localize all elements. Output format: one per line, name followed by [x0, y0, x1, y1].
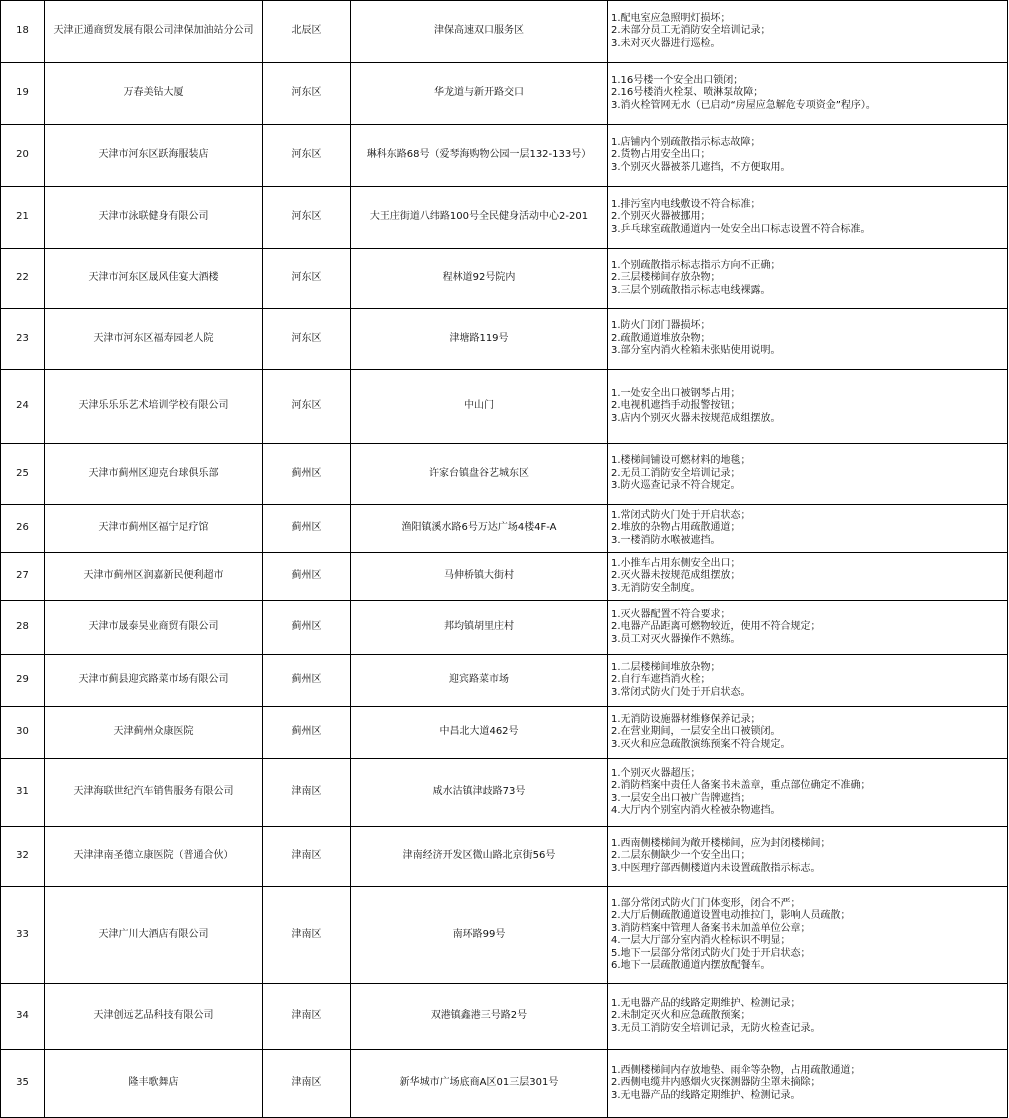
unit-name-cell: 天津市河东区跃海服装店 [45, 125, 263, 187]
address-cell: 华龙道与新开路交口 [351, 63, 608, 125]
issue-item: 1.配电室应急照明灯损坏； [611, 12, 731, 24]
address-cell: 新华城市广场底商A区01三层301号 [351, 1050, 608, 1118]
issue-item: 3.防火巡查记录不符合规定。 [611, 480, 741, 492]
district-cell: 津南区 [263, 1050, 351, 1118]
table-row [1, 553, 1008, 601]
address-cell: 邦均镇胡里庄村 [351, 601, 608, 655]
address-cell: 中昌北大道462号 [351, 707, 608, 759]
unit-name-cell: 天津乐乐乐艺术培训学校有限公司 [45, 370, 263, 444]
issues-cell [608, 1050, 1008, 1118]
row-number-cell: 29 [1, 655, 45, 707]
issue-item: 1.常闭式防火门处于开启状态； [611, 509, 751, 521]
district-cell: 蓟州区 [263, 707, 351, 759]
issue-item: 2.在营业期间，一层安全出口被锁闭。 [611, 726, 781, 738]
issues-cell [608, 1, 1008, 63]
row-number-cell: 34 [1, 984, 45, 1050]
district-cell: 北辰区 [263, 1, 351, 63]
unit-name-cell: 天津市蓟州区福宁足疗馆 [45, 505, 263, 553]
issue-item: 3.灭火和应急疏散演练预案不符合规定。 [611, 738, 791, 750]
unit-name-cell: 天津市蓟县迎宾路菜市场有限公司 [45, 655, 263, 707]
issue-item: 2.货物占用安全出口； [611, 149, 711, 161]
district-cell: 津南区 [263, 887, 351, 984]
issue-item: 3.消防档案中管理人备案书未加盖单位公章； [611, 922, 811, 934]
row-number-cell: 22 [1, 249, 45, 309]
unit-name-cell: 天津蓟州众康医院 [45, 707, 263, 759]
issue-item: 2.未部分员工无消防安全培训记录； [611, 25, 771, 37]
table-row [1, 1, 1008, 63]
district-cell: 津南区 [263, 827, 351, 887]
issues-cell [608, 187, 1008, 249]
row-number-cell: 18 [1, 1, 45, 63]
issue-item: 3.无员工消防安全培训记录，无防火检查记录。 [611, 1022, 821, 1034]
issues-cell [608, 827, 1008, 887]
district-cell: 蓟州区 [263, 505, 351, 553]
issue-item: 2.灭火器未按规范成组摆放； [611, 570, 741, 582]
district-cell: 河东区 [263, 125, 351, 187]
row-number-cell: 23 [1, 309, 45, 370]
issue-item: 2.二层东侧缺少一个安全出口； [611, 850, 751, 862]
issue-item: 2.消防档案中责任人备案书未盖章，重点部位确定不准确； [611, 780, 871, 791]
issue-item: 3.中医理疗部西侧楼道内未设置疏散指示标志。 [611, 862, 821, 874]
issue-item: 1.二层楼梯间堆放杂物； [611, 661, 721, 673]
row-number-cell: 21 [1, 187, 45, 249]
issues-cell [608, 759, 1008, 827]
issue-item: 1.防火门闭门器损坏； [611, 320, 711, 332]
district-cell: 河东区 [263, 63, 351, 125]
issues-cell [608, 444, 1008, 505]
table-row [1, 1050, 1008, 1118]
issue-item: 1.楼梯间铺设可燃材料的地毯； [611, 455, 751, 467]
address-cell: 津南经济开发区微山路北京街56号 [351, 827, 608, 887]
address-cell: 津塘路119号 [351, 309, 608, 370]
row-number-cell: 25 [1, 444, 45, 505]
district-cell: 蓟州区 [263, 553, 351, 601]
issue-item: 2.未制定灭火和应急疏散预案； [611, 1010, 751, 1022]
table-row [1, 187, 1008, 249]
issue-item: 2.电视机遮挡手动报警按钮； [611, 400, 741, 412]
issue-item: 1.个别灭火器超压； [611, 767, 701, 779]
issue-item: 1.西侧楼梯间内存放地垫、雨伞等杂物，占用疏散通道； [611, 1064, 861, 1076]
address-cell: 双港镇鑫港三号路2号 [351, 984, 608, 1050]
address-cell: 马伸桥镇大街村 [351, 553, 608, 601]
row-number-cell: 26 [1, 505, 45, 553]
district-cell: 津南区 [263, 984, 351, 1050]
table-row [1, 655, 1008, 707]
row-number-cell: 30 [1, 707, 45, 759]
row-number-cell: 32 [1, 827, 45, 887]
issue-item: 5.地下一层部分常闭式防火门处于开启状态； [611, 947, 811, 959]
issue-item: 3.个别灭火器被茶几遮挡，不方便取用。 [611, 161, 791, 173]
table-row [1, 370, 1008, 444]
district-cell: 蓟州区 [263, 601, 351, 655]
issue-item: 1.店铺内个别疏散指示标志故障； [611, 136, 761, 148]
table-row [1, 309, 1008, 370]
unit-name-cell: 天津市晟泰昊业商贸有限公司 [45, 601, 263, 655]
district-cell: 河东区 [263, 249, 351, 309]
issue-item: 3.一层安全出口被广告牌遮挡； [611, 792, 751, 804]
row-number-cell: 35 [1, 1050, 45, 1118]
unit-name-cell: 天津市泳联健身有限公司 [45, 187, 263, 249]
issue-item: 3.一楼消防水喉被遮挡。 [611, 534, 721, 546]
inspection-table-body [1, 1, 1008, 1118]
issues-cell [608, 309, 1008, 370]
district-cell: 河东区 [263, 187, 351, 249]
address-cell: 津保高速双口服务区 [351, 1, 608, 63]
address-cell: 迎宾路菜市场 [351, 655, 608, 707]
issue-item: 2.16号楼消火栓泵、喷淋泵故障； [611, 87, 764, 99]
address-cell: 咸水沽镇津歧路73号 [351, 759, 608, 827]
issue-item: 2.大厅后侧疏散通道设置电动推拉门，影响人员疏散； [611, 910, 851, 921]
district-cell: 河东区 [263, 370, 351, 444]
district-cell: 蓟州区 [263, 655, 351, 707]
issue-item: 3.常闭式防火门处于开启状态。 [611, 686, 751, 698]
issue-item: 3.消火栓管网无水（已启动“房屋应急解危专项资金”程序）。 [611, 99, 876, 111]
issues-cell [608, 370, 1008, 444]
unit-name-cell: 天津市蓟州区迎克台球俱乐部 [45, 444, 263, 505]
address-cell: 许家台镇盘谷艺城东区 [351, 444, 608, 505]
address-cell: 中山门 [351, 370, 608, 444]
address-cell: 南环路99号 [351, 887, 608, 984]
issue-item: 3.未对灭火器进行巡检。 [611, 37, 721, 49]
issue-item: 3.三层个别疏散指示标志电线裸露。 [611, 284, 771, 296]
unit-name-cell: 天津市蓟州区润嘉新民便利超市 [45, 553, 263, 601]
issues-cell [608, 655, 1008, 707]
district-cell: 津南区 [263, 759, 351, 827]
issue-item: 4.一层大厅部分室内消火栓标识不明显； [611, 935, 791, 946]
unit-name-cell: 天津创远艺品科技有限公司 [45, 984, 263, 1050]
issue-item: 2.自行车遮挡消火栓； [611, 674, 711, 686]
row-number-cell: 19 [1, 63, 45, 125]
issue-item: 2.西侧电缆井内感烟火灾探测器防尘罩未摘除； [611, 1077, 821, 1089]
row-number-cell: 33 [1, 887, 45, 984]
issue-item: 1.部分常闭式防火门门体变形，闭合不严； [611, 897, 801, 909]
table-row [1, 759, 1008, 827]
issue-item: 1.无消防设施器材维修保养记录； [611, 713, 761, 725]
issue-item: 2.无员工消防安全培训记录； [611, 467, 741, 479]
issue-item: 4.大厅内个别室内消火栓被杂物遮挡。 [611, 805, 781, 816]
issues-cell [608, 984, 1008, 1050]
table-row [1, 707, 1008, 759]
issue-item: 1.16号楼一个安全出口锁闭； [611, 74, 744, 86]
issue-item: 1.个别疏散指示标志指示方向不正确； [611, 259, 781, 271]
issues-cell [608, 887, 1008, 984]
issue-item: 1.灭火器配置不符合要求； [611, 608, 731, 620]
table-row [1, 125, 1008, 187]
table-row [1, 887, 1008, 984]
issue-item: 2.电器产品距离可燃物较近，使用不符合规定； [611, 621, 821, 633]
address-cell: 渔阳镇溪水路6号万达广场4楼4F-A [351, 505, 608, 553]
issue-item: 1.西南侧楼梯间为敞开楼梯间，应为封闭楼梯间； [611, 837, 831, 849]
address-cell: 琳科东路68号（爱琴海购物公园一层132-133号） [351, 125, 608, 187]
issues-cell [608, 505, 1008, 553]
table-row [1, 505, 1008, 553]
issue-item: 1.一处安全出口被钢琴占用； [611, 387, 741, 399]
unit-name-cell: 天津市河东区福寿园老人院 [45, 309, 263, 370]
unit-name-cell: 万春美钻大厦 [45, 63, 263, 125]
issue-item: 1.排污室内电线敷设不符合标准； [611, 198, 761, 210]
issues-cell [608, 63, 1008, 125]
table-row [1, 63, 1008, 125]
issue-item: 1.无电器产品的线路定期维护、检测记录； [611, 997, 801, 1009]
issues-cell [608, 707, 1008, 759]
issue-item: 2.疏散通道堆放杂物； [611, 332, 711, 344]
row-number-cell: 31 [1, 759, 45, 827]
unit-name-cell: 隆丰歌舞店 [45, 1050, 263, 1118]
issue-item: 3.部分室内消火栓箱未张贴使用说明。 [611, 345, 781, 357]
issues-cell [608, 601, 1008, 655]
issue-item: 3.店内个别灭火器未按规范成组摆放。 [611, 412, 781, 424]
unit-name-cell: 天津海联世纪汽车销售服务有限公司 [45, 759, 263, 827]
unit-name-cell: 天津津南圣德立康医院（普通合伙） [45, 827, 263, 887]
row-number-cell: 27 [1, 553, 45, 601]
issues-cell [608, 553, 1008, 601]
unit-name-cell: 天津市河东区晟风佳宴大酒楼 [45, 249, 263, 309]
unit-name-cell: 天津正通商贸发展有限公司津保加油站分公司 [45, 1, 263, 63]
table-row [1, 444, 1008, 505]
table-row [1, 249, 1008, 309]
district-cell: 蓟州区 [263, 444, 351, 505]
issue-item: 3.无消防安全制度。 [611, 582, 701, 594]
address-cell: 大王庄街道八纬路100号全民健身活动中心2-201 [351, 187, 608, 249]
issue-item: 3.员工对灭火器操作不熟练。 [611, 633, 741, 645]
issue-item: 2.三层楼梯间存放杂物； [611, 272, 721, 284]
district-cell: 河东区 [263, 309, 351, 370]
table-row [1, 827, 1008, 887]
row-number-cell: 20 [1, 125, 45, 187]
unit-name-cell: 天津广川大酒店有限公司 [45, 887, 263, 984]
issue-item: 6.地下一层疏散通道内摆放配餐车。 [611, 960, 771, 971]
issue-item: 2.个别灭火器被挪用； [611, 211, 711, 223]
issues-cell [608, 249, 1008, 309]
issues-cell [608, 125, 1008, 187]
issue-item: 3.乒乓球室疏散通道内一处安全出口标志设置不符合标准。 [611, 223, 871, 235]
row-number-cell: 24 [1, 370, 45, 444]
issue-item: 2.堆放的杂物占用疏散通道； [611, 522, 741, 534]
row-number-cell: 28 [1, 601, 45, 655]
table-row [1, 601, 1008, 655]
address-cell: 程林道92号院内 [351, 249, 608, 309]
issue-item: 3.无电器产品的线路定期维护、检测记录。 [611, 1089, 801, 1101]
issue-item: 1.小推车占用东侧安全出口； [611, 557, 741, 569]
table-row [1, 984, 1008, 1050]
